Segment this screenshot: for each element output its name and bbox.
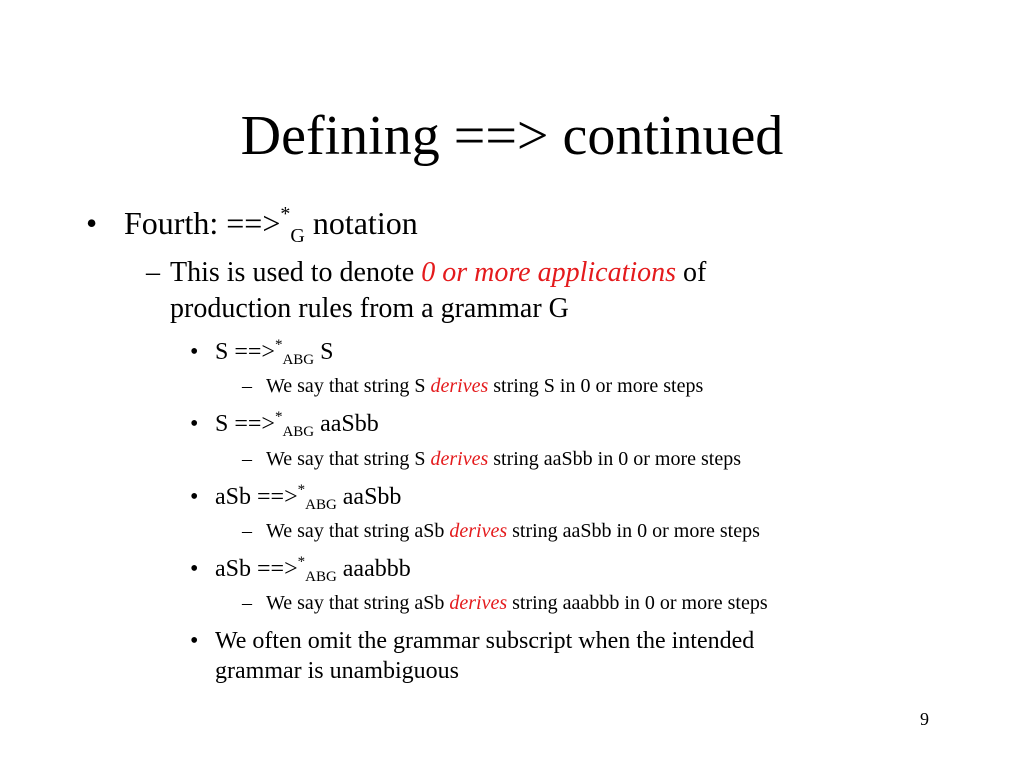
derivation-superscript: *: [297, 482, 306, 498]
derivation-subscript: ABG: [282, 352, 315, 368]
derivation-superscript: *: [274, 337, 283, 353]
derivation-subscript: ABG: [305, 497, 337, 513]
emphasis-derives: derives: [449, 520, 508, 542]
bullet-icon: •: [190, 484, 199, 510]
dash-icon: –: [242, 448, 252, 470]
emphasis-derives: derives: [430, 448, 489, 470]
derivation-subscript: ABG: [282, 424, 315, 440]
omit-subscript-line1: We often omit the grammar subscript when the intended: [215, 628, 755, 654]
example-derivation-3: [215, 483, 401, 512]
derivation-rhs: aaSbb: [314, 411, 379, 437]
fourth-suffix: notation: [304, 205, 418, 241]
derivation-rhs: aaSbb: [336, 484, 402, 510]
derivation-superscript: *: [274, 409, 283, 425]
derivation-lhs: S ==>: [215, 411, 275, 437]
dash-icon: –: [242, 375, 252, 397]
slide-title: Defining ==> continued: [240, 105, 784, 167]
derivation-lhs: aSb ==>: [215, 556, 298, 582]
page-number: 9: [920, 709, 929, 729]
derivation-superscript: *: [297, 554, 306, 570]
emphasis-derives: derives: [430, 375, 489, 397]
bullet-fourth-notation: [124, 203, 418, 247]
dash-icon: –: [146, 257, 160, 288]
note-post: string aaSbb in 0 or more steps: [488, 448, 741, 470]
example-derivation-1: [215, 338, 333, 367]
bullet-icon: •: [86, 205, 98, 241]
derivation-lhs: S ==>: [215, 339, 275, 365]
derivation-rhs: aaabbb: [336, 556, 411, 582]
example-note-1: [266, 373, 703, 399]
omit-subscript-line2: grammar is unambiguous: [215, 658, 459, 684]
example-note-2: [266, 446, 741, 472]
dash-icon: –: [242, 520, 252, 542]
this-is-used-post: of: [676, 257, 707, 288]
derivation-lhs: aSb ==>: [215, 484, 298, 510]
derivation-subscript: ABG: [305, 569, 337, 585]
bullet-icon: •: [190, 411, 199, 437]
note-pre: We say that string S: [266, 448, 431, 470]
fourth-subscript: G: [290, 225, 305, 247]
note-pre: We say that string aSb: [266, 520, 450, 542]
example-note-3: [266, 518, 760, 544]
note-post: string S in 0 or more steps: [488, 375, 704, 397]
example-derivation-2: [215, 410, 379, 439]
example-note-4: [266, 590, 768, 616]
note-pre: We say that string S: [266, 375, 431, 397]
bullet-icon: •: [190, 556, 199, 582]
note-post: string aaabbb in 0 or more steps: [507, 592, 768, 614]
derivation-rhs: S: [314, 339, 334, 365]
subbullet-this-is-used-line2: production rules from a grammar G: [170, 293, 569, 324]
this-is-used-pre: This is used to denote: [170, 257, 422, 288]
note-pre: We say that string aSb: [266, 592, 450, 614]
fourth-superscript: *: [280, 203, 291, 225]
bullet-icon: •: [190, 628, 199, 654]
note-post: string aaSbb in 0 or more steps: [507, 520, 760, 542]
fourth-prefix: Fourth: ==>: [124, 205, 281, 241]
subbullet-this-is-used-line1: [170, 256, 706, 290]
emphasis-zero-or-more: 0 or more applications: [421, 257, 677, 288]
emphasis-derives: derives: [449, 592, 508, 614]
dash-icon: –: [242, 592, 252, 614]
example-derivation-4: [215, 555, 411, 584]
bullet-icon: •: [190, 339, 199, 365]
